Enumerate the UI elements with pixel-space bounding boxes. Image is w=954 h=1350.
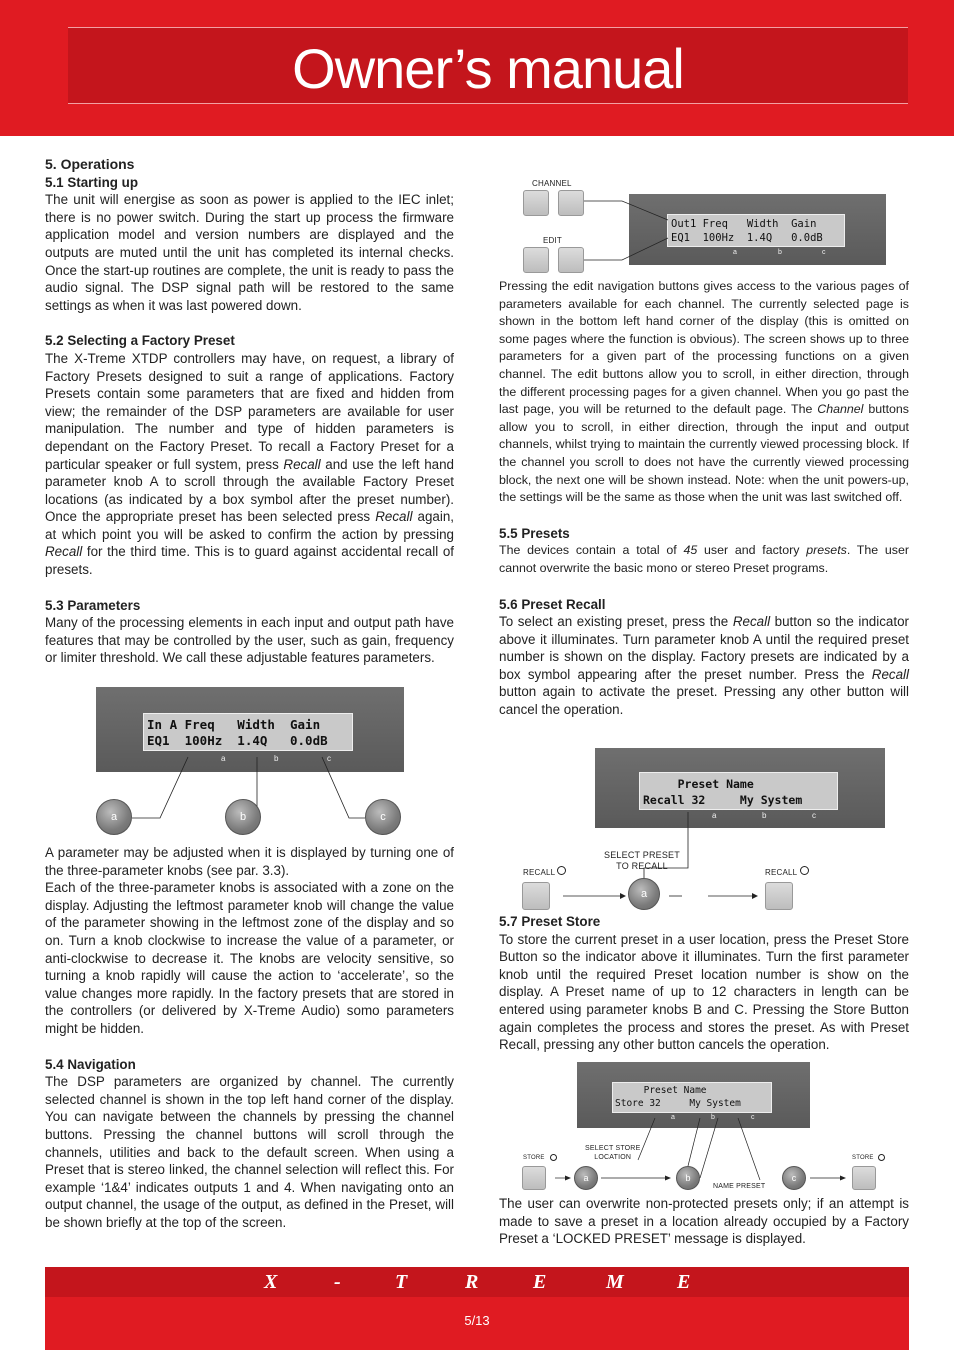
brand-letter-e2: E [677, 1271, 691, 1293]
nav-zone-b: b [778, 249, 782, 256]
nav-lcd-line-2: EQ1 100Hz 1.4Q 0.0dB [671, 232, 823, 244]
page-number: 5/13 [464, 1313, 490, 1328]
para-adjust-1: A parameter may be adjusted when it is displayed by turning one of the three-parameter knobs (see par. 3.3). [45, 845, 454, 878]
heading-starting-up: 5.1 Starting up [45, 174, 139, 190]
page-title: Owner’s manual [292, 37, 684, 100]
heading-factory-preset: 5.2 Selecting a Factory Preset [45, 333, 235, 349]
brand-letter-r: R [465, 1271, 479, 1293]
recall-zone-a: a [712, 811, 717, 820]
store-lcd-line-1: Preset Name [615, 1085, 707, 1096]
store-knob-c-icon[interactable]: c [782, 1166, 806, 1190]
select-store-label: SELECT STORE LOCATION [585, 1145, 641, 1161]
brand-letter-t: T [395, 1271, 408, 1293]
recall-knob-a-icon[interactable]: a [628, 878, 660, 910]
lcd-line-2: EQ1 100Hz 1.4Q 0.0dB [147, 733, 328, 748]
para-factory-preset: The X-Treme XTDP controllers may have, on request, a library of Factory Presets designed to suit a range of applications. Factory Presets contain some parameters that are fixed and hidden from view; the remainder of the DSP parameters are available for user manipulation. The number and type of hidden parameters is dependant on the Factory Preset. To recall a Factory Preset for a particular speaker or full system, press Recall and use the left hand parameter knob A to scroll through the available Factory Preset locations (as indicated by a box symbol after the preset number). Once the appropriate preset has been selected press Recall again, at which point you will be asked to confirm the action by pressing Recall for the third time. This is to guard against accidental recall of presets. [45, 350, 454, 578]
brand-letter-m: M [606, 1271, 624, 1293]
nav-zone-a: a [733, 249, 737, 256]
nav-lcd-line-1: Out1 Freq Width Gain [671, 218, 817, 230]
heading-operations: 5. Operations [45, 156, 135, 172]
heading-parameters: 5.3 Parameters [45, 597, 141, 613]
footer-brand-band [45, 1267, 909, 1297]
para-presets: The devices contain a total of 45 user and factory presets. The user cannot overwrite the basic mono or stereo Preset programs. [499, 543, 910, 575]
footer [45, 1267, 909, 1350]
zone-label-c: c [327, 754, 331, 763]
zone-label-b: b [274, 754, 279, 763]
edit-label: EDIT [543, 236, 563, 245]
store-right-label: STORE [852, 1155, 874, 1161]
store-zone-c: c [751, 1114, 755, 1121]
recall-lcd-line-1: Preset Name [643, 777, 754, 791]
heading-presets: 5.5 Presets [499, 525, 570, 541]
lcd-line-1: In A Freq Width Gain [147, 717, 321, 732]
para-overwrite: The user can overwrite non-protected presets only; if an attempt is made to save a preset in a location already occupied by a Factory Preset a ‘LOCKED PRESET’ message is displayed. [499, 1196, 909, 1247]
knob-b-icon[interactable]: b [225, 799, 261, 835]
recall-zone-b: b [762, 811, 767, 820]
recall-right-label: RECALL [765, 868, 798, 877]
knob-c-icon[interactable]: c [365, 799, 401, 835]
nav-zone-c: c [822, 249, 826, 256]
brand-letter-dash: - [334, 1271, 341, 1293]
para-navigation: The DSP parameters are organized by channel. The currently selected channel is shown in the top left hand corner of the display. You can navigate between the channels by pressing the channel buttons. Pressing the channel buttons will scroll through the channels, utilities and back to the default screen. When using a Preset that is stereo linked, the channel selection will reflect this. For example ‘1&4’ indicates outputs 1 and 4. When navigating onto an output channel, the usage of the output, as defined in the Preset, will be shown briefly at the top of the screen. [45, 1074, 454, 1230]
name-preset-label: NAME PRESET [713, 1183, 766, 1190]
section-overwrite [499, 1195, 909, 1248]
para-starting-up: The unit will energise as soon as power is applied to the IEC inlet; there is no power switch. During the start up process the firmware application model and version numbers are displayed and the outputs are muted until the unit has completed its internal checks. Once the start-up routines are complete, the unit is ready to pass the audio signal. The DSP signal path will be restored to the same settings as when it was last powered down. [45, 192, 454, 313]
recall-left-label: RECALL [523, 868, 556, 877]
store-knob-b-icon[interactable]: b [676, 1166, 700, 1190]
heading-preset-store: 5.7 Preset Store [499, 914, 601, 929]
store-left-label: STORE [523, 1155, 545, 1161]
select-preset-label: SELECT PRESET TO RECALL [604, 850, 680, 871]
para-edit-navigation: Pressing the edit navigation buttons gives access to the various pages of parameters available for each channel. The currently selected page is shown in the bottom left hand corner of the display (this is omitted on some pages where the function is obvious). The screen shows up to three parameters for a given part of the processing functions on a given channel. The edit buttons allow you to scroll, in either direction, through the different processing pages for a given channel. When you go past the last page, you will be returned to the default page. The Channel buttons allow you to scroll, in either direction, through the input and output channels, whilst trying to maintain the currently viewed processing block. If the channel you scroll to does not have the currently viewed processing block, the next one will be shown instead. Note: when the unit powers-up, the settings will be the same as those when the unit was last switched off. [499, 279, 910, 505]
para-adjust-2: Each of the three-parameter knobs is associated with a zone on the display. Adjusting the leftmost parameter knob will change the value of the parameter showing in the leftmost zone of the display and so on. Turn a knob clockwise to increase the value of a parameter, or anti-clockwise to decrease it. The knobs are velocity sensitive, so turning a knob rapidly will cause the action to ‘accelerate’, so the value changes more rapidly. In the factory presets that are stored in the controllers (or delivered by X-Treme Audio) somo parameters might be hidden. [45, 880, 454, 1036]
brand-letter-e: E [533, 1271, 547, 1293]
para-parameters: Many of the processing elements in each input and output path have features that may be controlled by the user, such as gain, frequency or limiter threshold. We call these adjustable features parameters. [45, 615, 454, 666]
recall-lcd-line-2: Recall 32 My System [643, 793, 803, 807]
store-zone-b: b [711, 1114, 715, 1121]
para-preset-store: To store the current preset in a user location, press the Preset Store Button so the indicator above it illuminates. Turn the first parameter knob until the required Preset location number is show on the display. A Preset name of up to 12 characters in length can be entered using parameter knobs B and C. Pressing the Store Button again completes the process and stores the preset. As with Preset Recall, pressing any other button cancels the operation. [499, 931, 909, 1053]
brand-letter-x: X [264, 1271, 278, 1293]
para-preset-recall: To select an existing preset, press the Recall button so the indicator above it illuminates. Turn parameter knob A until the required preset number is shown on the display. Factory presets are indicated by a box symbol appearing after the preset number. Press the Recall button again to activate the preset. Pressing any other button will cancel the operation. [499, 614, 909, 718]
store-lcd-line-2: Store 32 My System [615, 1098, 741, 1109]
store-zone-a: a [671, 1114, 675, 1121]
knob-a-icon[interactable]: a [96, 799, 132, 835]
heading-preset-recall: 5.6 Preset Recall [499, 596, 606, 612]
recall-zone-c: c [812, 811, 816, 820]
channel-label: CHANNEL [532, 179, 572, 188]
zone-label-a: a [221, 754, 226, 763]
store-knob-a-icon[interactable]: a [574, 1166, 598, 1190]
heading-navigation: 5.4 Navigation [45, 1056, 136, 1072]
